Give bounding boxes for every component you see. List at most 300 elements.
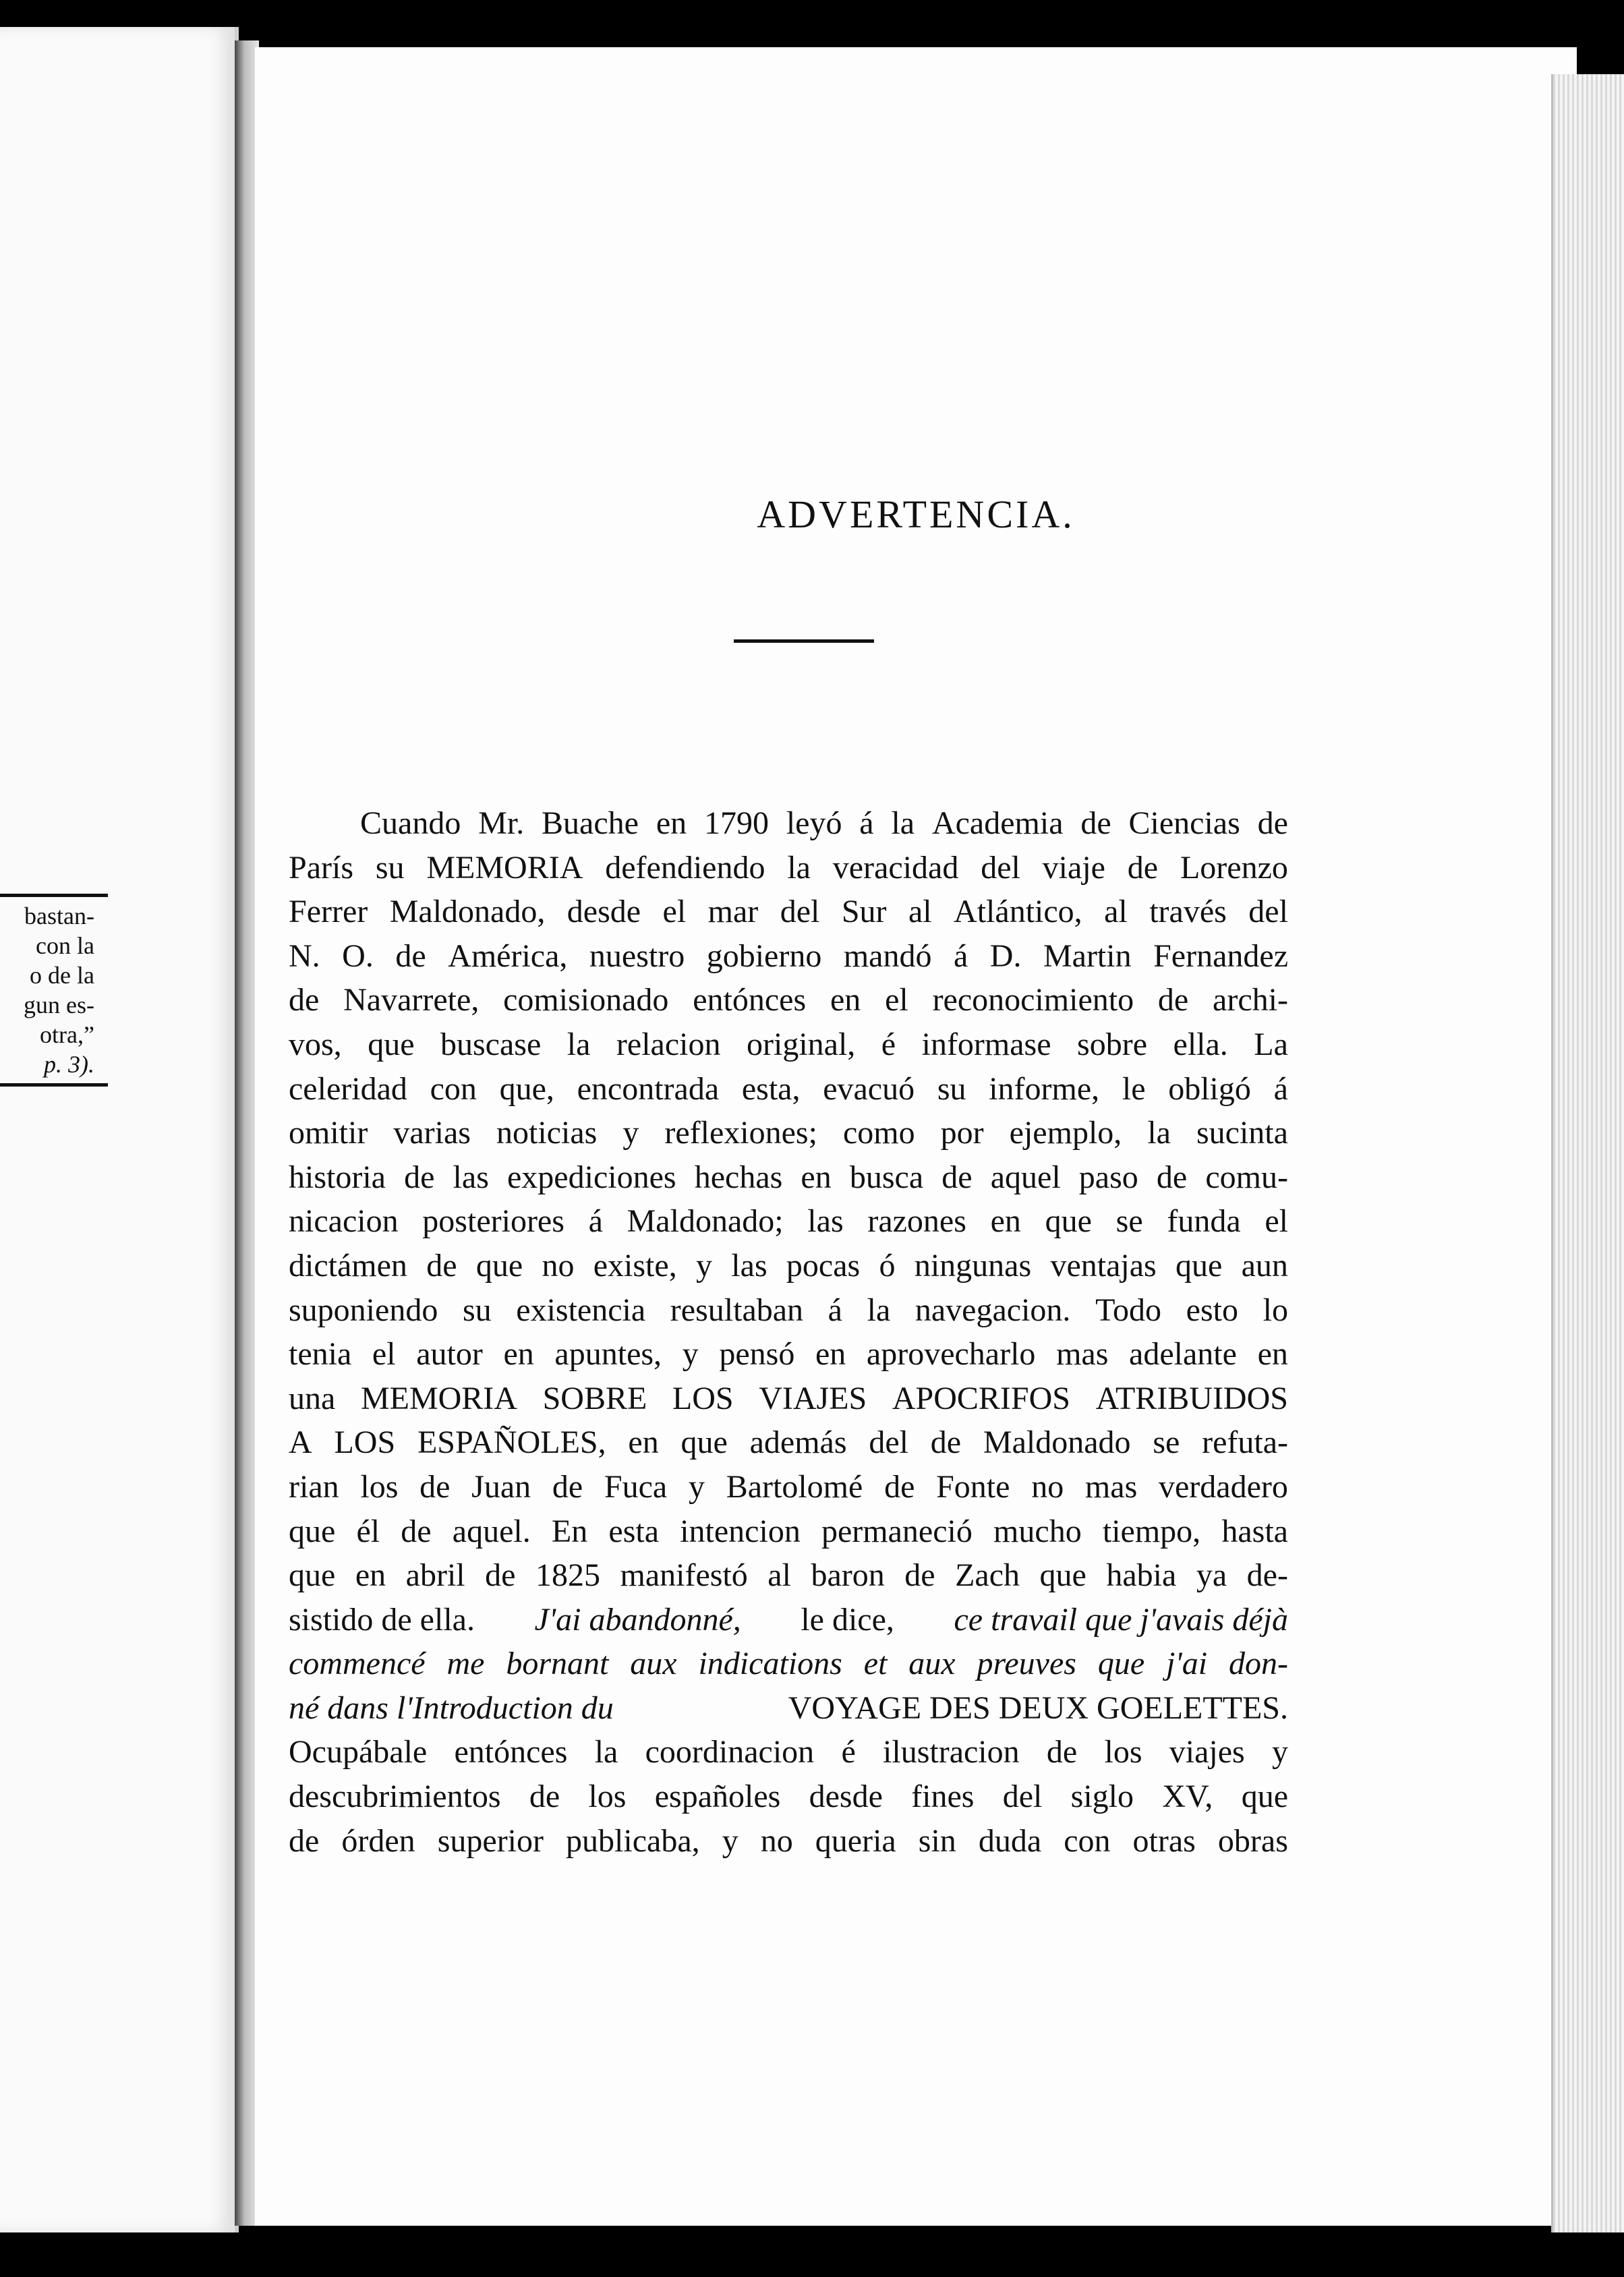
body-text (289, 801, 1288, 1863)
word: MEMORIA (426, 849, 583, 886)
text-line-content (289, 1509, 1288, 1554)
word: América, (448, 938, 568, 974)
word: reconocimiento (932, 982, 1134, 1018)
text-line (289, 1332, 1288, 1377)
word: además (749, 1424, 847, 1461)
word: autor (416, 1336, 483, 1373)
footnote-line: o de la (30, 962, 94, 989)
word: de (1046, 1734, 1078, 1770)
page-edge-stack (1551, 74, 1624, 2232)
word: aux (908, 1646, 956, 1682)
word: hechas (694, 1159, 783, 1195)
text-line-content (289, 1730, 1288, 1775)
word: verdadero (1158, 1468, 1288, 1505)
word: celeridad (289, 1070, 407, 1107)
word: en (355, 1557, 386, 1594)
word: busca (849, 1159, 924, 1195)
word: través (1149, 894, 1227, 930)
word: su (462, 1292, 492, 1328)
word: de (529, 1779, 560, 1815)
text-line (289, 801, 1288, 846)
text-line-content (289, 1111, 1288, 1155)
word: mas (1056, 1336, 1109, 1373)
footnote-line: otra,” (40, 1021, 94, 1048)
word: en (815, 1336, 846, 1373)
word: las (731, 1247, 767, 1284)
word: Cuando (360, 805, 461, 841)
footnote-line: p. 3). (44, 1051, 94, 1078)
word: XV, (1162, 1779, 1213, 1815)
word: en (656, 805, 687, 841)
word: en (628, 1424, 659, 1461)
word: aux (630, 1646, 677, 1682)
word: evacuó (823, 1070, 915, 1107)
word: su (375, 849, 405, 886)
word: me (446, 1646, 485, 1682)
word: el (885, 982, 908, 1018)
word: bornant (506, 1646, 609, 1682)
word: y (696, 1247, 712, 1284)
word: commencé (289, 1646, 426, 1682)
word: ejemplo, (1009, 1115, 1122, 1151)
word: preuves (977, 1646, 1076, 1682)
word: manifestó (620, 1557, 748, 1594)
word: españoles (654, 1779, 781, 1815)
word: esta, (741, 1070, 801, 1107)
word: adelante (1129, 1336, 1237, 1373)
word: Fuca (604, 1468, 668, 1505)
text-line-content (289, 1332, 1288, 1377)
text-line-content (289, 1067, 1288, 1112)
word: existencia (516, 1292, 646, 1328)
word: que (1241, 1779, 1288, 1815)
word: Maldonado; (627, 1203, 784, 1240)
word: Ocupábale (289, 1734, 428, 1770)
word: LOS (334, 1424, 396, 1461)
text-line-content (289, 1288, 1288, 1333)
word: no (1031, 1468, 1064, 1505)
word: á (859, 805, 874, 841)
text-line (289, 1022, 1288, 1067)
word: de- (1246, 1557, 1288, 1594)
text-line (289, 1288, 1288, 1333)
word: Buache (542, 805, 639, 841)
word: los (1104, 1734, 1142, 1770)
word: varias (393, 1115, 471, 1151)
text-line-content (289, 1022, 1288, 1067)
word: A (289, 1424, 312, 1461)
word: fines (911, 1779, 975, 1815)
footnote-line: con la (36, 932, 94, 959)
word: de (289, 1822, 320, 1859)
text-line (289, 890, 1288, 934)
word: y (722, 1822, 738, 1859)
word: Sur (841, 894, 887, 930)
word: siglo (1070, 1779, 1134, 1815)
word: la (787, 849, 811, 886)
word: de (930, 1424, 962, 1461)
word: historia (289, 1159, 386, 1195)
footnote-line: bastan- (24, 902, 94, 929)
word: funda (1167, 1203, 1241, 1240)
word: noticias (496, 1115, 598, 1151)
text-line-content (289, 1819, 1288, 1864)
word: La (1254, 1026, 1288, 1062)
word: la (867, 1292, 891, 1328)
word: á (828, 1292, 842, 1328)
text-line (289, 1819, 1288, 1864)
word: Academia (931, 805, 1064, 841)
text-line (289, 1420, 1288, 1465)
word: Lorenzo (1180, 849, 1288, 886)
text-line (289, 1642, 1288, 1686)
word: LOS (672, 1380, 734, 1416)
word: que (368, 1026, 415, 1062)
word: expediciones (507, 1159, 676, 1195)
word: ventajas (1050, 1247, 1157, 1284)
word: leyó (786, 805, 842, 841)
text-line-content (289, 846, 1288, 890)
word: posteriores (422, 1203, 564, 1240)
word: nuestro (589, 938, 685, 974)
word: ningunas (914, 1247, 1032, 1284)
word: paso (1078, 1159, 1138, 1195)
word: aquel. (452, 1513, 531, 1549)
text-line (289, 1553, 1288, 1598)
word: de (419, 1468, 451, 1505)
word: y (688, 1468, 705, 1505)
word: archi- (1213, 982, 1288, 1018)
word: que, (499, 1070, 554, 1107)
word: de (1157, 982, 1189, 1018)
word: las (807, 1203, 844, 1240)
word: coordinacion (645, 1734, 815, 1770)
text-line-content (289, 1155, 1288, 1200)
previous-page-edge (0, 27, 239, 2232)
word: al (767, 1557, 791, 1594)
text-line-content (289, 1775, 1288, 1819)
word: desde (809, 1779, 883, 1815)
word: tenia (289, 1336, 352, 1373)
word: él (356, 1513, 380, 1549)
word: lo (1263, 1292, 1288, 1328)
word: pocas (786, 1247, 861, 1284)
word: á (1273, 1070, 1288, 1107)
word: baron (811, 1557, 885, 1594)
word: se (1115, 1203, 1143, 1240)
text-line-content (360, 801, 1288, 846)
word: mucho (993, 1513, 1082, 1549)
text-line-content (289, 978, 1288, 1022)
word: vos, (289, 1026, 342, 1062)
word: Maldonado, (389, 894, 546, 930)
page-title: ADVERTENCIA. (757, 492, 1075, 536)
text-line-content: sistido de ella. (289, 1601, 475, 1638)
word: intencion (680, 1513, 801, 1549)
text-line (289, 1067, 1288, 1112)
word: su (937, 1070, 966, 1107)
word: gobierno (706, 938, 822, 974)
word: entónces (693, 982, 807, 1018)
word: aun (1241, 1247, 1288, 1284)
french-quote: J'ai abandonné, (534, 1601, 741, 1638)
word: Fernandez (1153, 938, 1288, 974)
word: rian (289, 1468, 339, 1505)
word: como (842, 1115, 915, 1151)
word: comisionado (503, 982, 669, 1018)
word: existe, (593, 1247, 677, 1284)
word: de (1156, 1159, 1188, 1195)
word: al (1104, 894, 1128, 930)
word: informe, (989, 1070, 1100, 1107)
word: mar (707, 894, 759, 930)
word: la (1147, 1115, 1171, 1151)
text-line (289, 1377, 1288, 1421)
word: órden (341, 1822, 415, 1859)
word: Zach (955, 1557, 1020, 1594)
word: no (760, 1822, 793, 1859)
word: duda (978, 1822, 1042, 1859)
word: en (503, 1336, 534, 1373)
word: apuntes, (554, 1336, 662, 1373)
word: Atlántico, (954, 894, 1082, 930)
text-line-content (289, 1420, 1288, 1465)
word: navegacion. (915, 1292, 1071, 1328)
book-title-caps: VOYAGE DES DEUX GOELETTES. (788, 1690, 1288, 1726)
text-line (289, 1686, 1288, 1731)
text-line-content (289, 1465, 1288, 1509)
word: indications (698, 1646, 842, 1682)
word: la (594, 1734, 618, 1770)
word: de (1127, 849, 1159, 886)
word: de (1080, 805, 1111, 841)
word: j'ai (1166, 1646, 1208, 1682)
word: informase (921, 1026, 1051, 1062)
word: ESPAÑOLES, (417, 1424, 606, 1461)
word: no (542, 1247, 575, 1284)
word: se (1153, 1424, 1180, 1461)
word: de (884, 1468, 915, 1505)
word: el (372, 1336, 396, 1373)
word: de (401, 1513, 432, 1549)
word: de (904, 1557, 935, 1594)
word: una (289, 1380, 336, 1416)
word: buscase (440, 1026, 542, 1062)
word: resultaban (670, 1292, 804, 1328)
word: otras (1132, 1822, 1196, 1859)
word: del (1002, 1779, 1043, 1815)
word: D. (989, 938, 1022, 974)
word: del (981, 849, 1020, 886)
text-line (289, 1730, 1288, 1775)
word: el (662, 894, 687, 930)
word: queria (815, 1822, 896, 1859)
word: con (1064, 1822, 1111, 1859)
word: á (953, 938, 968, 974)
text-line-content (289, 1377, 1288, 1421)
word: que (289, 1557, 336, 1594)
text-line-content (289, 1553, 1288, 1598)
word: O. (342, 938, 374, 974)
word: de (1257, 805, 1288, 841)
text-line-content (289, 1199, 1288, 1244)
footnote-line: gun es- (24, 991, 94, 1018)
text-line (289, 1509, 1288, 1554)
word: dictámen (289, 1247, 407, 1284)
text-line (289, 1199, 1288, 1244)
word: 1825 (535, 1557, 600, 1594)
word: de (395, 938, 426, 974)
word: los (588, 1779, 627, 1815)
word: que (475, 1247, 523, 1284)
word: de (941, 1159, 973, 1195)
word: descubrimientos (289, 1779, 501, 1815)
word: original, (747, 1026, 856, 1062)
french-quote: ce travail que j'avais déjà (954, 1601, 1288, 1638)
text-line-content (289, 1244, 1288, 1288)
text-line (289, 934, 1288, 979)
word: los (360, 1468, 399, 1505)
word: esto (1186, 1292, 1238, 1328)
word: aprovecharlo (866, 1336, 1036, 1373)
word: hasta (1221, 1513, 1288, 1549)
word: entónces (454, 1734, 568, 1770)
word: superior (437, 1822, 544, 1859)
text-line-content: le dice, (801, 1601, 894, 1638)
word: suponiendo (289, 1292, 438, 1328)
word: abril (405, 1557, 465, 1594)
text-line (289, 846, 1288, 890)
word: que (1176, 1247, 1223, 1284)
word: esta (608, 1513, 660, 1549)
word: refuta- (1202, 1424, 1288, 1461)
word: la (891, 805, 915, 841)
word: veracidad (832, 849, 959, 886)
word: en (830, 982, 861, 1018)
word: encontrada (577, 1070, 720, 1107)
word: con (430, 1070, 477, 1107)
word: y (682, 1336, 699, 1373)
text-line (289, 1598, 1288, 1642)
word: el (1265, 1203, 1288, 1240)
word: y (1272, 1734, 1288, 1770)
previous-page-footnote (0, 894, 108, 1087)
word: que (1097, 1646, 1145, 1682)
word: SOBRE (542, 1380, 647, 1416)
word: al (908, 894, 932, 930)
word: ilustracion (883, 1734, 1020, 1770)
word: en (801, 1159, 832, 1195)
word: Ferrer (289, 894, 368, 930)
word: é (881, 1026, 896, 1062)
word: ella. (1173, 1026, 1228, 1062)
french-quote (289, 1642, 1288, 1686)
word: don- (1228, 1646, 1288, 1682)
word: Bartolomé (726, 1468, 863, 1505)
word: ó (879, 1247, 896, 1284)
word: de (485, 1557, 516, 1594)
word: mas (1084, 1468, 1138, 1505)
word: relacion (616, 1026, 721, 1062)
word: pensó (719, 1336, 795, 1373)
text-line (289, 978, 1288, 1022)
word: Maldonado (983, 1424, 1131, 1461)
word: aquel (990, 1159, 1061, 1195)
word: Martin (1043, 938, 1132, 974)
word: á (588, 1203, 603, 1240)
word: que (1039, 1557, 1086, 1594)
word: sin (918, 1822, 956, 1859)
word: defendiendo (605, 849, 765, 886)
word: Todo (1095, 1292, 1162, 1328)
word: obligó (1168, 1070, 1251, 1107)
title-divider (734, 639, 874, 643)
word: de (426, 1247, 457, 1284)
word: é (841, 1734, 856, 1770)
word: de (289, 982, 320, 1018)
text-line-content (289, 890, 1288, 934)
text-line (289, 1244, 1288, 1288)
word: MEMORIA (360, 1380, 517, 1416)
word: y (622, 1115, 639, 1151)
word: mandó (843, 938, 932, 974)
word: que (1045, 1203, 1092, 1240)
word: en (990, 1203, 1021, 1240)
word: habia (1106, 1557, 1177, 1594)
word: por (940, 1115, 984, 1151)
word: Ciencias (1128, 805, 1240, 841)
word: del (1248, 894, 1288, 930)
word: del (869, 1424, 908, 1461)
word: reflexiones; (664, 1115, 817, 1151)
text-line (289, 1111, 1288, 1155)
word: Fonte (936, 1468, 1010, 1505)
word: Mr. (478, 805, 525, 841)
word: de (404, 1159, 435, 1195)
word: VIAJES (759, 1380, 867, 1416)
word: del (780, 894, 820, 930)
text-line (289, 1155, 1288, 1200)
word: sucinta (1196, 1115, 1288, 1151)
word: sobre (1077, 1026, 1148, 1062)
french-quote: né dans l'Introduction du (289, 1690, 614, 1726)
word: las (453, 1159, 489, 1195)
word: Juan (471, 1468, 531, 1505)
word: obras (1217, 1822, 1288, 1859)
text-line (289, 1465, 1288, 1509)
word: Navarrete, (343, 982, 480, 1018)
word: ya (1196, 1557, 1227, 1594)
word: de (552, 1468, 583, 1505)
word: le (1122, 1070, 1146, 1107)
word: que (289, 1513, 336, 1549)
word: omitir (289, 1115, 368, 1151)
word: razones (867, 1203, 966, 1240)
word: APOCRIFOS (892, 1380, 1070, 1416)
text-line-content (289, 934, 1288, 979)
word: que (680, 1424, 728, 1461)
word: en (1257, 1336, 1288, 1373)
word: et (863, 1646, 888, 1682)
word: desde (567, 894, 641, 930)
word: En (551, 1513, 588, 1549)
word: nicacion (289, 1203, 399, 1240)
word: viaje (1042, 849, 1105, 886)
word: 1790 (703, 805, 769, 841)
text-line (289, 1775, 1288, 1819)
word: tiempo, (1102, 1513, 1201, 1549)
word: N. (289, 938, 320, 974)
